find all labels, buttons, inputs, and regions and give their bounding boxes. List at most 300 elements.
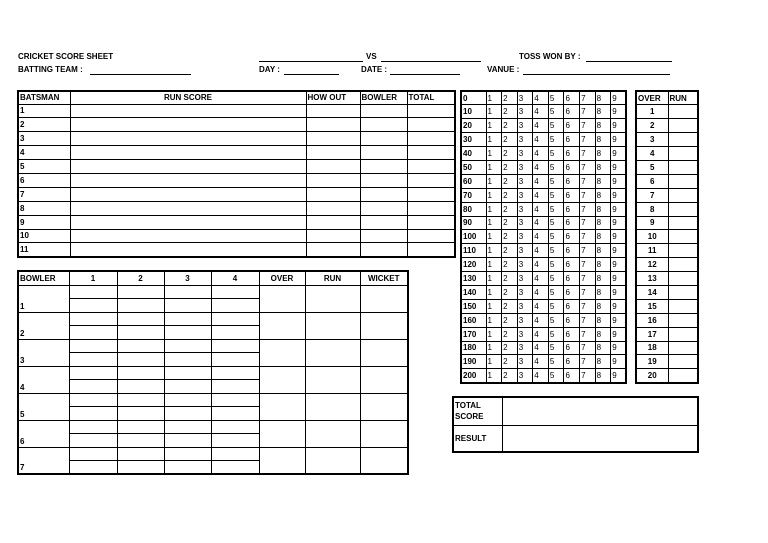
over-ball-field[interactable]: [211, 420, 259, 434]
tally-digit[interactable]: 2: [502, 272, 518, 286]
tally-digit[interactable]: 1: [486, 299, 502, 313]
over-run-field[interactable]: [668, 369, 698, 383]
tally-digit[interactable]: 7: [580, 285, 596, 299]
team-b-line[interactable]: [381, 61, 481, 62]
tally-digit[interactable]: 1: [486, 188, 502, 202]
tally-digit[interactable]: 5: [548, 313, 564, 327]
over-ball-field[interactable]: [69, 447, 117, 461]
tally-digit[interactable]: 2: [502, 174, 518, 188]
over-ball-field[interactable]: [164, 299, 211, 313]
tally-digit[interactable]: 4: [533, 91, 549, 105]
over-run-field[interactable]: [668, 188, 698, 202]
tally-digit[interactable]: 8: [595, 147, 611, 161]
tally-digit[interactable]: 1: [486, 355, 502, 369]
tally-digit[interactable]: 3: [517, 369, 533, 383]
how-out-field[interactable]: [306, 201, 360, 215]
date-line[interactable]: [390, 74, 460, 75]
over-ball-field[interactable]: [69, 420, 117, 434]
tally-digit[interactable]: 4: [533, 216, 549, 230]
tally-digit[interactable]: 2: [502, 244, 518, 258]
tally-digit[interactable]: 4: [533, 272, 549, 286]
tally-digit[interactable]: 7: [580, 202, 596, 216]
over-run-field[interactable]: [668, 133, 698, 147]
tally-digit[interactable]: 4: [533, 188, 549, 202]
tally-digit[interactable]: 1: [486, 202, 502, 216]
over-run-field[interactable]: [668, 119, 698, 133]
bowler-field[interactable]: [360, 173, 407, 187]
tally-digit[interactable]: 6: [564, 355, 580, 369]
how-out-field[interactable]: [306, 243, 360, 257]
tally-digit[interactable]: 8: [595, 299, 611, 313]
over-run-field[interactable]: [668, 341, 698, 355]
tally-digit[interactable]: 2: [502, 341, 518, 355]
tally-digit[interactable]: 6: [564, 341, 580, 355]
tally-digit[interactable]: 1: [486, 244, 502, 258]
over-ball-field[interactable]: [117, 447, 164, 461]
tally-digit[interactable]: 2: [502, 147, 518, 161]
bowler-wicket-field[interactable]: [360, 312, 408, 339]
over-ball-field[interactable]: [69, 285, 117, 299]
tally-digit[interactable]: 7: [580, 105, 596, 119]
over-ball-field[interactable]: [164, 393, 211, 407]
tally-digit[interactable]: 3: [517, 119, 533, 133]
over-ball-field[interactable]: [164, 380, 211, 394]
over-ball-field[interactable]: [211, 339, 259, 353]
over-ball-field[interactable]: [69, 393, 117, 407]
bowler-wicket-field[interactable]: [360, 447, 408, 474]
how-out-field[interactable]: [306, 160, 360, 174]
over-run-field[interactable]: [668, 216, 698, 230]
over-ball-field[interactable]: [117, 299, 164, 313]
tally-digit[interactable]: 5: [548, 91, 564, 105]
tally-digit[interactable]: 9: [611, 230, 627, 244]
total-field[interactable]: [407, 160, 455, 174]
tally-digit[interactable]: 3: [517, 285, 533, 299]
tally-digit[interactable]: 5: [548, 327, 564, 341]
tally-digit[interactable]: 9: [611, 299, 627, 313]
over-ball-field[interactable]: [117, 407, 164, 421]
over-ball-field[interactable]: [211, 366, 259, 380]
over-ball-field[interactable]: [211, 312, 259, 326]
tally-digit[interactable]: 6: [564, 202, 580, 216]
over-ball-field[interactable]: [211, 299, 259, 313]
tally-digit[interactable]: 2: [502, 355, 518, 369]
over-run-field[interactable]: [668, 299, 698, 313]
toss-won-line[interactable]: [586, 61, 672, 62]
tally-digit[interactable]: 9: [611, 313, 627, 327]
over-ball-field[interactable]: [69, 434, 117, 448]
total-field[interactable]: [407, 118, 455, 132]
tally-digit[interactable]: 7: [580, 327, 596, 341]
over-ball-field[interactable]: [69, 366, 117, 380]
how-out-field[interactable]: [306, 104, 360, 118]
tally-digit[interactable]: 8: [595, 188, 611, 202]
tally-digit[interactable]: 7: [580, 160, 596, 174]
tally-digit[interactable]: 5: [548, 105, 564, 119]
tally-digit[interactable]: 2: [502, 258, 518, 272]
over-run-field[interactable]: [668, 258, 698, 272]
over-ball-field[interactable]: [117, 420, 164, 434]
run-score-field[interactable]: [70, 229, 306, 243]
tally-digit[interactable]: 5: [548, 160, 564, 174]
over-ball-field[interactable]: [117, 366, 164, 380]
bowler-field[interactable]: [360, 187, 407, 201]
tally-digit[interactable]: 8: [595, 272, 611, 286]
over-run-field[interactable]: [668, 313, 698, 327]
tally-digit[interactable]: 9: [611, 369, 627, 383]
bowler-run-field[interactable]: [305, 420, 360, 447]
over-ball-field[interactable]: [117, 393, 164, 407]
total-field[interactable]: [407, 104, 455, 118]
tally-digit[interactable]: 3: [517, 230, 533, 244]
bowler-run-field[interactable]: [305, 393, 360, 420]
tally-digit[interactable]: 6: [564, 174, 580, 188]
tally-digit[interactable]: 2: [502, 327, 518, 341]
tally-digit[interactable]: 3: [517, 327, 533, 341]
tally-digit[interactable]: 8: [595, 160, 611, 174]
tally-digit[interactable]: 3: [517, 313, 533, 327]
total-field[interactable]: [407, 132, 455, 146]
tally-digit[interactable]: 8: [595, 202, 611, 216]
tally-digit[interactable]: 5: [548, 216, 564, 230]
tally-digit[interactable]: 3: [517, 91, 533, 105]
tally-digit[interactable]: 1: [486, 216, 502, 230]
tally-digit[interactable]: 8: [595, 133, 611, 147]
over-ball-field[interactable]: [164, 420, 211, 434]
how-out-field[interactable]: [306, 215, 360, 229]
tally-digit[interactable]: 5: [548, 299, 564, 313]
tally-digit[interactable]: 4: [533, 105, 549, 119]
tally-digit[interactable]: 9: [611, 216, 627, 230]
bowler-field[interactable]: [360, 229, 407, 243]
bowler-wicket-field[interactable]: [360, 420, 408, 447]
tally-digit[interactable]: 5: [548, 174, 564, 188]
tally-digit[interactable]: 1: [486, 272, 502, 286]
tally-digit[interactable]: 7: [580, 258, 596, 272]
team-a-line[interactable]: [259, 61, 363, 62]
tally-digit[interactable]: 5: [548, 341, 564, 355]
tally-digit[interactable]: 6: [564, 327, 580, 341]
how-out-field[interactable]: [306, 146, 360, 160]
over-run-field[interactable]: [668, 202, 698, 216]
how-out-field[interactable]: [306, 132, 360, 146]
tally-digit[interactable]: 9: [611, 174, 627, 188]
total-field[interactable]: [407, 229, 455, 243]
tally-digit[interactable]: 6: [564, 133, 580, 147]
tally-digit[interactable]: 1: [486, 105, 502, 119]
run-score-field[interactable]: [70, 243, 306, 257]
bowler-wicket-field[interactable]: [360, 285, 408, 312]
run-score-field[interactable]: [70, 132, 306, 146]
bowler-field[interactable]: [360, 243, 407, 257]
over-run-field[interactable]: [668, 285, 698, 299]
tally-digit[interactable]: 7: [580, 355, 596, 369]
tally-digit[interactable]: 2: [502, 133, 518, 147]
tally-digit[interactable]: 7: [580, 341, 596, 355]
bowler-over-field[interactable]: [259, 447, 305, 474]
tally-digit[interactable]: 6: [564, 160, 580, 174]
run-score-field[interactable]: [70, 187, 306, 201]
tally-digit[interactable]: 6: [564, 119, 580, 133]
over-ball-field[interactable]: [164, 353, 211, 367]
tally-digit[interactable]: 1: [486, 327, 502, 341]
run-score-field[interactable]: [70, 118, 306, 132]
bowler-run-field[interactable]: [305, 447, 360, 474]
tally-digit[interactable]: 4: [533, 369, 549, 383]
tally-digit[interactable]: 1: [486, 369, 502, 383]
total-field[interactable]: [407, 215, 455, 229]
over-ball-field[interactable]: [69, 407, 117, 421]
tally-digit[interactable]: 7: [580, 299, 596, 313]
tally-digit[interactable]: 5: [548, 272, 564, 286]
tally-digit[interactable]: 8: [595, 258, 611, 272]
tally-digit[interactable]: 2: [502, 188, 518, 202]
bowler-over-field[interactable]: [259, 420, 305, 447]
tally-digit[interactable]: 7: [580, 147, 596, 161]
tally-digit[interactable]: 5: [548, 369, 564, 383]
tally-digit[interactable]: 9: [611, 202, 627, 216]
tally-digit[interactable]: 5: [548, 202, 564, 216]
bowler-over-field[interactable]: [259, 285, 305, 312]
over-ball-field[interactable]: [164, 339, 211, 353]
over-ball-field[interactable]: [211, 285, 259, 299]
bowler-wicket-field[interactable]: [360, 339, 408, 366]
tally-digit[interactable]: 3: [517, 244, 533, 258]
tally-digit[interactable]: 5: [548, 119, 564, 133]
over-ball-field[interactable]: [117, 285, 164, 299]
tally-digit[interactable]: 1: [486, 174, 502, 188]
tally-digit[interactable]: 7: [580, 119, 596, 133]
over-ball-field[interactable]: [69, 380, 117, 394]
tally-digit[interactable]: 9: [611, 355, 627, 369]
tally-digit[interactable]: 6: [564, 313, 580, 327]
tally-digit[interactable]: 1: [486, 230, 502, 244]
tally-digit[interactable]: 9: [611, 188, 627, 202]
how-out-field[interactable]: [306, 118, 360, 132]
how-out-field[interactable]: [306, 229, 360, 243]
tally-digit[interactable]: 8: [595, 119, 611, 133]
tally-digit[interactable]: 6: [564, 258, 580, 272]
over-ball-field[interactable]: [164, 447, 211, 461]
over-run-field[interactable]: [668, 272, 698, 286]
over-ball-field[interactable]: [69, 326, 117, 340]
over-ball-field[interactable]: [117, 353, 164, 367]
tally-digit[interactable]: 8: [595, 369, 611, 383]
over-ball-field[interactable]: [164, 326, 211, 340]
tally-digit[interactable]: 5: [548, 258, 564, 272]
tally-digit[interactable]: 2: [502, 216, 518, 230]
tally-digit[interactable]: 3: [517, 272, 533, 286]
over-ball-field[interactable]: [211, 461, 259, 475]
tally-digit[interactable]: 4: [533, 133, 549, 147]
tally-digit[interactable]: 3: [517, 133, 533, 147]
over-run-field[interactable]: [668, 327, 698, 341]
tally-digit[interactable]: 9: [611, 258, 627, 272]
tally-digit[interactable]: 4: [533, 285, 549, 299]
total-field[interactable]: [407, 201, 455, 215]
over-ball-field[interactable]: [69, 461, 117, 475]
tally-digit[interactable]: 3: [517, 299, 533, 313]
over-ball-field[interactable]: [211, 380, 259, 394]
total-field[interactable]: [407, 146, 455, 160]
total-field[interactable]: [407, 173, 455, 187]
bowler-run-field[interactable]: [305, 312, 360, 339]
tally-digit[interactable]: 7: [580, 244, 596, 258]
tally-digit[interactable]: 9: [611, 147, 627, 161]
tally-digit[interactable]: 4: [533, 313, 549, 327]
tally-digit[interactable]: 7: [580, 369, 596, 383]
tally-digit[interactable]: 1: [486, 285, 502, 299]
tally-digit[interactable]: 6: [564, 369, 580, 383]
over-run-field[interactable]: [668, 105, 698, 119]
bowler-field[interactable]: [360, 215, 407, 229]
over-ball-field[interactable]: [69, 353, 117, 367]
tally-digit[interactable]: 5: [548, 244, 564, 258]
over-run-field[interactable]: [668, 160, 698, 174]
tally-digit[interactable]: 7: [580, 272, 596, 286]
tally-digit[interactable]: 1: [486, 147, 502, 161]
over-ball-field[interactable]: [164, 461, 211, 475]
over-ball-field[interactable]: [211, 447, 259, 461]
over-ball-field[interactable]: [211, 326, 259, 340]
tally-digit[interactable]: 2: [502, 369, 518, 383]
tally-digit[interactable]: 4: [533, 160, 549, 174]
tally-digit[interactable]: 5: [548, 355, 564, 369]
tally-digit[interactable]: 6: [564, 188, 580, 202]
tally-digit[interactable]: 2: [502, 160, 518, 174]
run-score-field[interactable]: [70, 173, 306, 187]
bowler-field[interactable]: [360, 132, 407, 146]
tally-digit[interactable]: 2: [502, 285, 518, 299]
over-ball-field[interactable]: [117, 461, 164, 475]
tally-digit[interactable]: 3: [517, 147, 533, 161]
tally-digit[interactable]: 6: [564, 285, 580, 299]
tally-digit[interactable]: 8: [595, 105, 611, 119]
tally-digit[interactable]: 5: [548, 133, 564, 147]
bowler-over-field[interactable]: [259, 312, 305, 339]
bowler-field[interactable]: [360, 160, 407, 174]
tally-digit[interactable]: 8: [595, 174, 611, 188]
tally-digit[interactable]: 3: [517, 188, 533, 202]
tally-digit[interactable]: 1: [486, 119, 502, 133]
bowler-wicket-field[interactable]: [360, 393, 408, 420]
tally-digit[interactable]: 4: [533, 341, 549, 355]
over-run-field[interactable]: [668, 147, 698, 161]
over-ball-field[interactable]: [164, 312, 211, 326]
how-out-field[interactable]: [306, 187, 360, 201]
over-ball-field[interactable]: [211, 434, 259, 448]
bowler-field[interactable]: [360, 104, 407, 118]
tally-digit[interactable]: 8: [595, 91, 611, 105]
tally-digit[interactable]: 3: [517, 355, 533, 369]
tally-digit[interactable]: 6: [564, 105, 580, 119]
tally-digit[interactable]: 7: [580, 313, 596, 327]
over-ball-field[interactable]: [69, 339, 117, 353]
bowler-field[interactable]: [360, 201, 407, 215]
tally-digit[interactable]: 4: [533, 244, 549, 258]
tally-digit[interactable]: 2: [502, 119, 518, 133]
tally-digit[interactable]: 1: [486, 160, 502, 174]
run-score-field[interactable]: [70, 160, 306, 174]
tally-digit[interactable]: 4: [533, 147, 549, 161]
over-run-field[interactable]: [668, 244, 698, 258]
tally-digit[interactable]: 6: [564, 299, 580, 313]
over-ball-field[interactable]: [211, 407, 259, 421]
tally-digit[interactable]: 5: [548, 147, 564, 161]
tally-digit[interactable]: 8: [595, 355, 611, 369]
tally-digit[interactable]: 3: [517, 258, 533, 272]
day-line[interactable]: [284, 74, 339, 75]
tally-digit[interactable]: 6: [564, 244, 580, 258]
bowler-field[interactable]: [360, 146, 407, 160]
tally-digit[interactable]: 8: [595, 244, 611, 258]
tally-digit[interactable]: 1: [486, 133, 502, 147]
over-ball-field[interactable]: [164, 434, 211, 448]
tally-digit[interactable]: 4: [533, 119, 549, 133]
tally-digit[interactable]: 8: [595, 230, 611, 244]
tally-digit[interactable]: 6: [564, 147, 580, 161]
tally-digit[interactable]: 7: [580, 133, 596, 147]
over-ball-field[interactable]: [164, 366, 211, 380]
tally-digit[interactable]: 5: [548, 230, 564, 244]
bowler-over-field[interactable]: [259, 393, 305, 420]
tally-digit[interactable]: 1: [486, 91, 502, 105]
tally-digit[interactable]: 8: [595, 341, 611, 355]
tally-digit[interactable]: 4: [533, 230, 549, 244]
tally-digit[interactable]: 3: [517, 341, 533, 355]
bowler-wicket-field[interactable]: [360, 366, 408, 393]
run-score-field[interactable]: [70, 215, 306, 229]
tally-digit[interactable]: 6: [564, 272, 580, 286]
tally-digit[interactable]: 9: [611, 105, 627, 119]
over-ball-field[interactable]: [211, 393, 259, 407]
bowler-run-field[interactable]: [305, 285, 360, 312]
total-score-field[interactable]: [502, 397, 698, 425]
tally-digit[interactable]: 8: [595, 327, 611, 341]
tally-digit[interactable]: 7: [580, 230, 596, 244]
tally-digit[interactable]: 7: [580, 188, 596, 202]
run-score-field[interactable]: [70, 201, 306, 215]
tally-digit[interactable]: 9: [611, 272, 627, 286]
over-ball-field[interactable]: [164, 407, 211, 421]
bowler-field[interactable]: [360, 118, 407, 132]
tally-digit[interactable]: 9: [611, 244, 627, 258]
tally-digit[interactable]: 6: [564, 230, 580, 244]
tally-digit[interactable]: 9: [611, 119, 627, 133]
tally-digit[interactable]: 8: [595, 285, 611, 299]
tally-digit[interactable]: 3: [517, 202, 533, 216]
tally-digit[interactable]: 6: [564, 216, 580, 230]
over-run-field[interactable]: [668, 174, 698, 188]
over-ball-field[interactable]: [117, 312, 164, 326]
tally-digit[interactable]: 1: [486, 258, 502, 272]
tally-digit[interactable]: 3: [517, 160, 533, 174]
tally-digit[interactable]: 6: [564, 91, 580, 105]
tally-digit[interactable]: 3: [517, 216, 533, 230]
tally-digit[interactable]: 2: [502, 299, 518, 313]
over-ball-field[interactable]: [69, 312, 117, 326]
over-ball-field[interactable]: [69, 299, 117, 313]
tally-digit[interactable]: 4: [533, 258, 549, 272]
tally-digit[interactable]: 4: [533, 202, 549, 216]
tally-digit[interactable]: 9: [611, 327, 627, 341]
bowler-run-field[interactable]: [305, 339, 360, 366]
result-field[interactable]: [502, 425, 698, 452]
tally-digit[interactable]: 9: [611, 341, 627, 355]
tally-digit[interactable]: 1: [486, 341, 502, 355]
over-ball-field[interactable]: [117, 326, 164, 340]
tally-digit[interactable]: 2: [502, 313, 518, 327]
